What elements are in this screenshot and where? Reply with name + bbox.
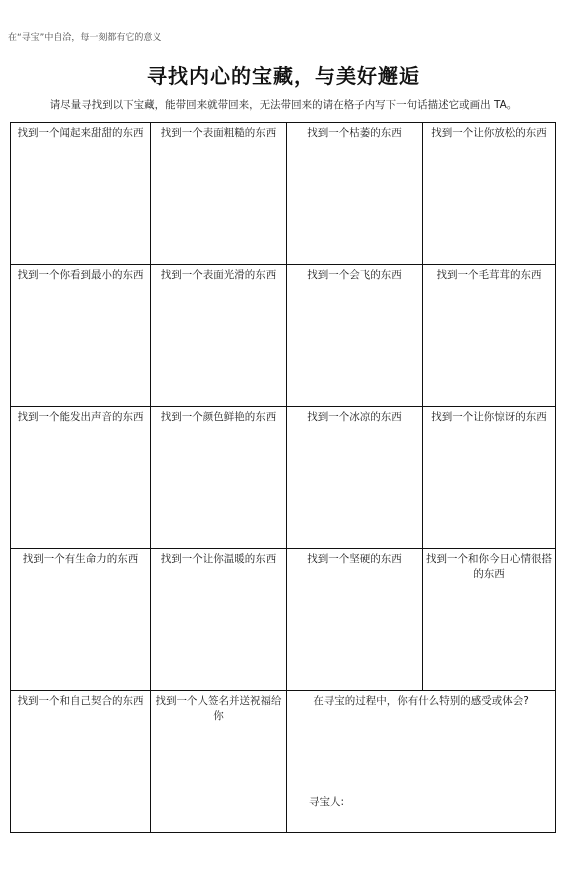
treasure-cell[interactable]: 找到一个冰凉的东西 <box>287 407 423 549</box>
treasure-cell[interactable]: 找到一个让你惊讶的东西 <box>423 407 555 549</box>
page-title: 寻找内心的宝藏，与美好邂逅 <box>147 64 420 88</box>
reflection-cell[interactable] <box>287 691 555 832</box>
treasure-grid <box>10 122 556 833</box>
treasure-cell[interactable]: 找到一个表面粗糙的东西 <box>151 123 287 265</box>
tagline: 在“寻宝”中自洽，每一刻都有它的意义 <box>8 33 162 43</box>
treasure-cell[interactable]: 找到一个有生命力的东西 <box>11 549 151 691</box>
reflection-question: 在寻宝的过程中，你有什么特别的感受或体会? <box>313 695 529 707</box>
treasure-cell[interactable]: 找到一个你看到最小的东西 <box>11 265 151 407</box>
instructions: 请尽量寻找到以下宝藏，能带回来就带回来，无法带回来的请在格子内写下一句话描述它或画出 TA。 <box>49 99 518 111</box>
treasure-cell[interactable]: 找到一个会飞的东西 <box>287 265 423 407</box>
treasure-cell[interactable]: 找到一个让你温暖的东西 <box>151 549 287 691</box>
treasure-cell[interactable]: 找到一个颜色鲜艳的东西 <box>151 407 287 549</box>
treasure-cell[interactable]: 找到一个毛茸茸的东西 <box>423 265 555 407</box>
treasure-cell[interactable]: 找到一个闻起来甜甜的东西 <box>11 123 151 265</box>
treasure-cell[interactable]: 找到一个能发出声音的东西 <box>11 407 151 549</box>
treasure-cell[interactable]: 找到一个人签名并送祝福给你 <box>151 691 287 832</box>
treasure-cell[interactable]: 找到一个和你今日心情很搭的东西 <box>423 549 555 691</box>
treasure-cell[interactable]: 找到一个表面光滑的东西 <box>151 265 287 407</box>
signer-label: 寻宝人: <box>309 796 345 808</box>
treasure-cell[interactable]: 找到一个坚硬的东西 <box>287 549 423 691</box>
treasure-cell[interactable]: 找到一个枯萎的东西 <box>287 123 423 265</box>
treasure-cell[interactable]: 找到一个和自己契合的东西 <box>11 691 151 832</box>
treasure-cell[interactable]: 找到一个让你放松的东西 <box>423 123 555 265</box>
